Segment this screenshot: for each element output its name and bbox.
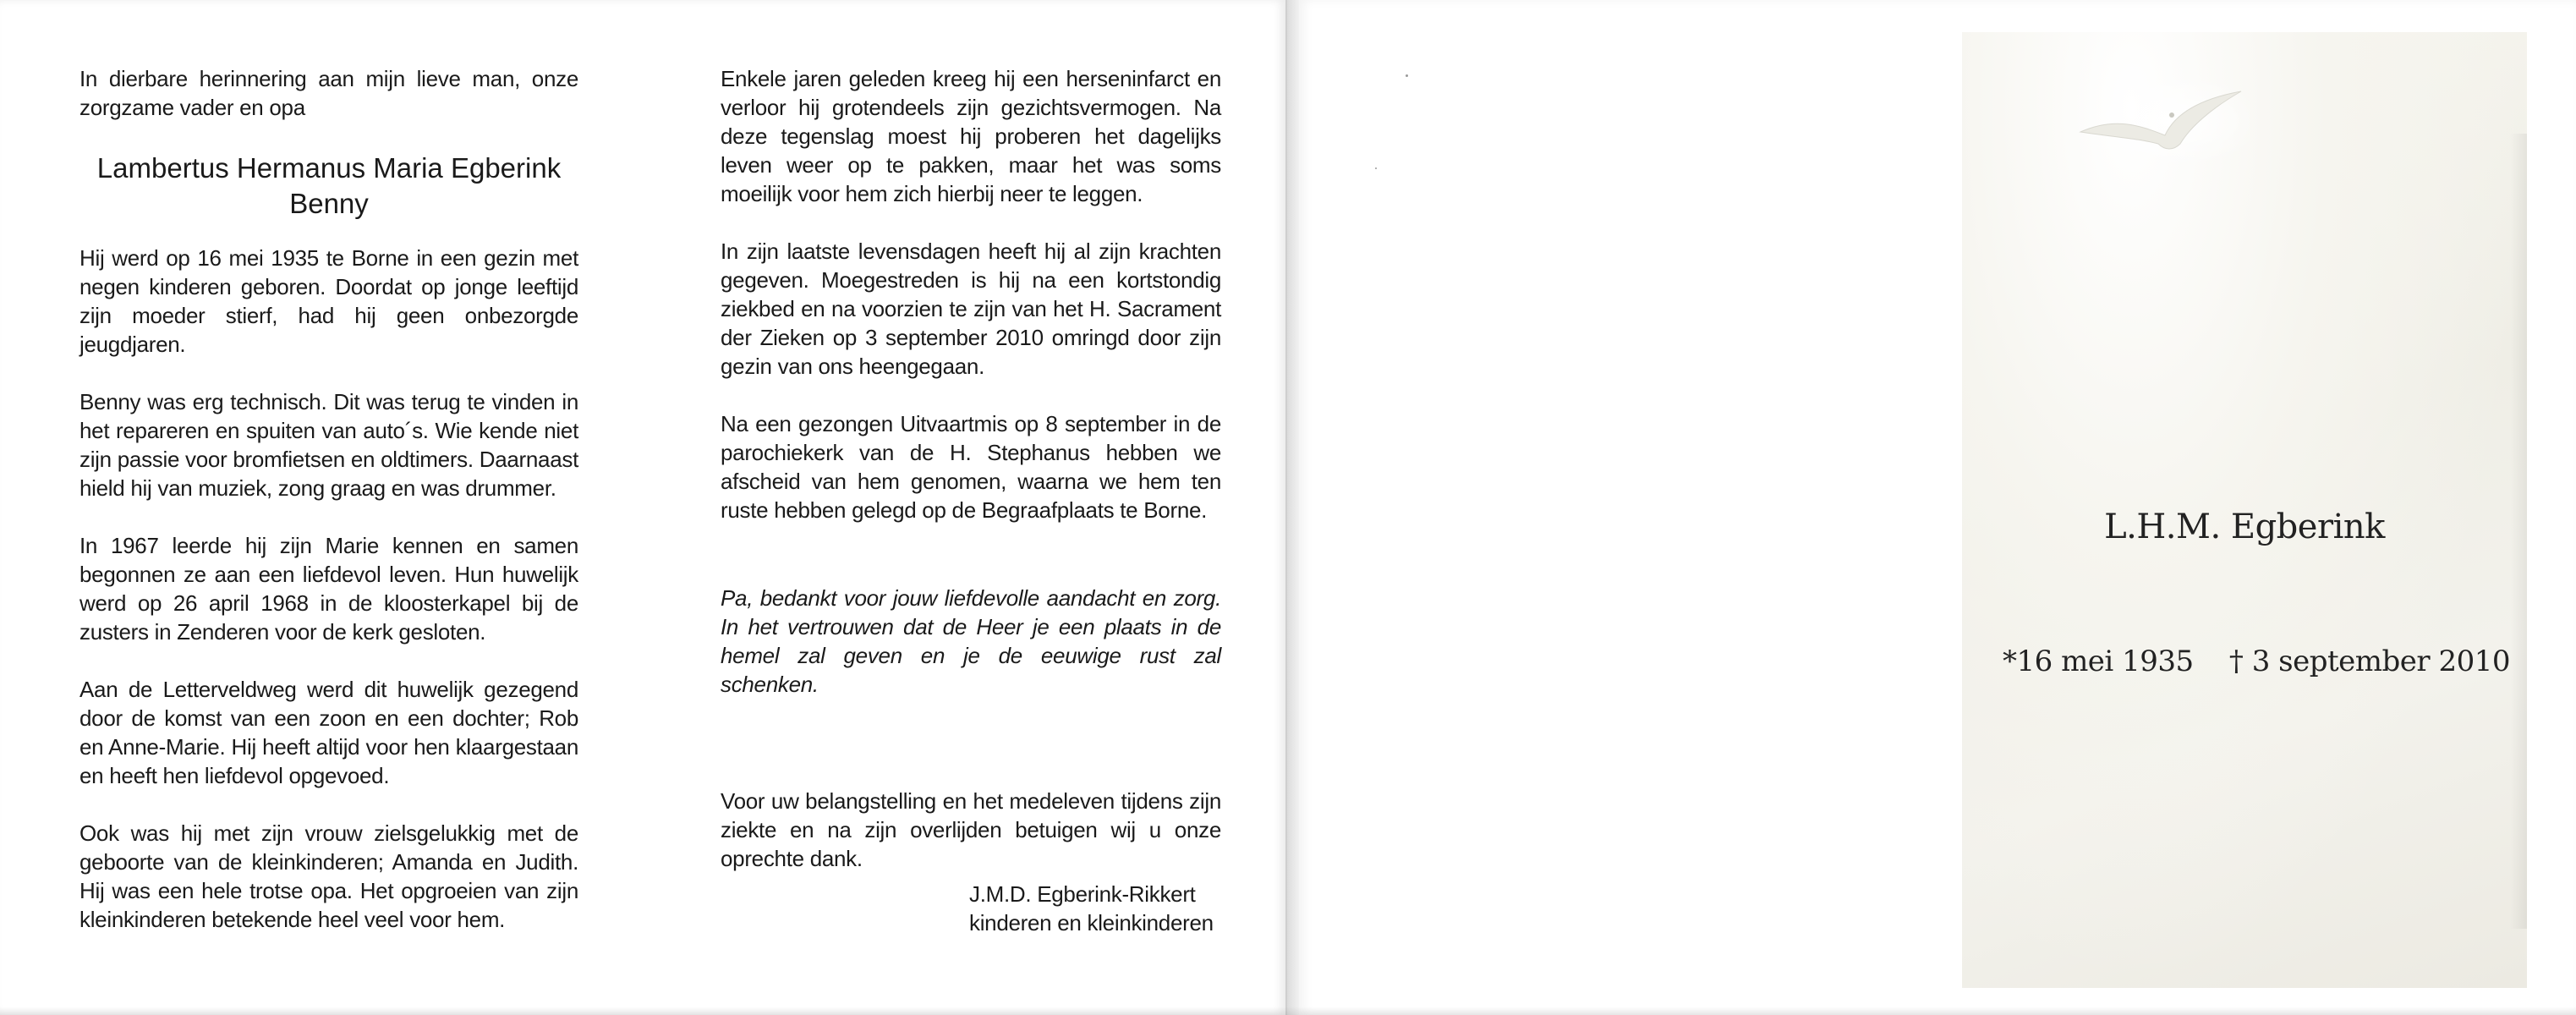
signature-block	[969, 880, 1214, 937]
paragraph: Enkele jaren geleden kreeg hij een herseninfarct en verloor hij grotendeels zijn gezichtsvermogen. Na deze tegenslag moest hij proberen het dagelijks leven weer op te pakken, maar het was soms moeilijk voor hem zich hierbij neer te leggen.	[721, 66, 1221, 206]
full-name: Lambertus Hermanus Maria Egberink	[96, 152, 562, 184]
paper-speck	[1375, 167, 1377, 169]
inner-spread	[0, 0, 1287, 1015]
paper-speck	[1406, 74, 1408, 77]
paragraph: Na een gezongen Uitvaartmis op 8 september in de parochiekerk van de H. Stephanus hebben we afscheid van hem genomen, waarna we hem ten ruste hebben gelegd op de Begraafplaats te Borne.	[721, 411, 1221, 523]
life-dates	[2003, 643, 2510, 680]
italic-message: Pa, bedankt voor jouw liefdevolle aandacht en zorg. In het vertrouwen dat de Heer je een plaats in de hemel zal geven en je de eeuwige rust zal schenken.	[721, 585, 1221, 697]
death-date: † 3 september 2010	[2228, 645, 2510, 678]
paragraph: Hij werd op 16 mei 1935 te Borne in een gezin met negen kinderen geboren. Doordat op jonge leeftijd zijn moeder stierf, had hij geen onbezorgde jeugdjaren.	[79, 245, 578, 357]
front-cover	[1962, 32, 2527, 988]
paragraph: Ook was hij met zijn vrouw zielsgelukkig met de geboorte van de kleinkinderen; Amanda en Judith. Hij was een hele trotse opa. Het opgroeien van zijn kleinkinderen betekende heel veel voor hem.	[79, 820, 578, 932]
card-fold	[1287, 0, 1299, 1015]
intro-text: In dierbare herinnering aan mijn lieve man, onze zorgzame vader en opa	[79, 66, 578, 120]
signature-name: J.M.D. Egberink-Rikkert	[969, 881, 1196, 907]
nickname: Benny	[289, 188, 369, 219]
birth-date: *16 mei 1935	[2003, 645, 2194, 678]
middle-column	[721, 64, 1221, 902]
left-column	[79, 64, 578, 963]
paragraph: In zijn laatste levensdagen heeft hij al zijn krachten gegeven. Moegestreden is hij na een kortstondig ziekbed en na voorzien te zijn van het H. Sacrament der Zieken op 3 september 2010 omringd door zijn gezin van ons heengegaan.	[721, 239, 1221, 379]
scan-shadow	[0, 1007, 2576, 1015]
paragraph: In 1967 leerde hij zijn Marie kennen en samen begonnen ze aan een liefdevol leven. Hun huwelijk werd op 26 april 1968 in de kloosterkapel bij de zusters in Zenderen voor de kerk gesloten.	[79, 533, 578, 645]
cover-name: L.H.M. Egberink	[2104, 508, 2385, 546]
thanks-text: Voor uw belangstelling en het medeleven tijdens zijn ziekte en na zijn overlijden betuigen wij u onze oprechte dank.	[721, 788, 1221, 871]
signature-family: kinderen en kleinkinderen	[969, 910, 1214, 935]
dove-icon	[2047, 66, 2250, 167]
farewell-message	[721, 584, 1221, 699]
paragraph: Aan de Letterveldweg werd dit huwelijk gezegend door de komst van een zoon en een dochter; Rob en Anne-Marie. Hij heeft altijd voor hen klaargestaan en heeft hen liefdevol opgevoed.	[79, 677, 578, 788]
paragraph: Benny was erg technisch. Dit was terug te vinden in het repareren en spuiten van auto´s. Wie kende niet zijn passie voor bromfietsen en oldtimers. Daarnaast hield hij van muziek, zong graag en was drummer.	[79, 389, 578, 501]
deceased-name-block	[79, 151, 578, 222]
